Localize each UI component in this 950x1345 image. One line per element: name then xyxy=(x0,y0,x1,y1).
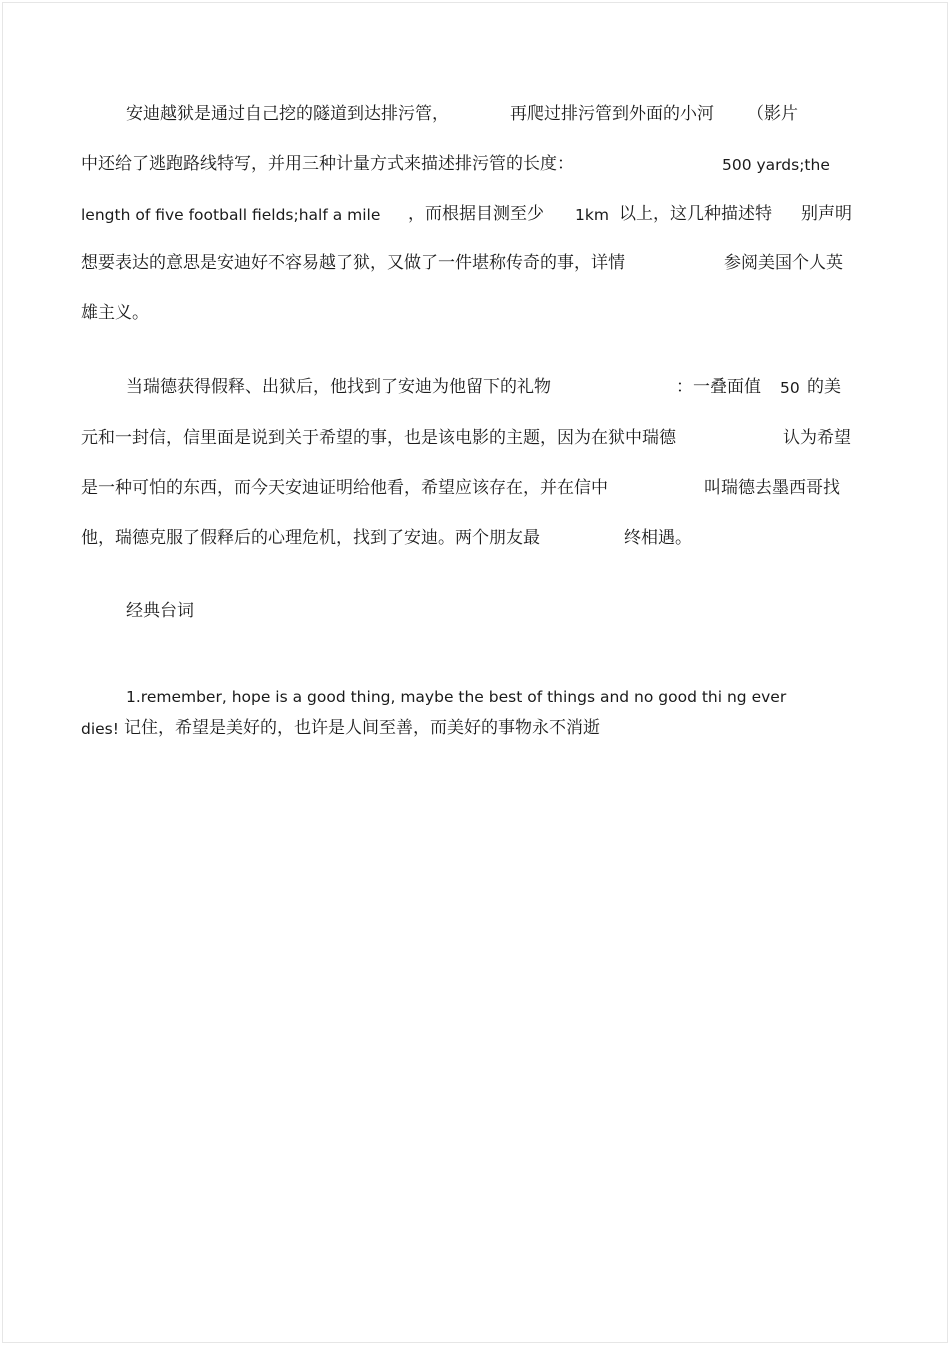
paragraph1-line2-part2: 500 yards;the xyxy=(722,156,830,174)
paragraph1-line1-part1: 安迪越狱是通过自己挖的隧道到达排污管， xyxy=(126,104,449,124)
paragraph1-line4-part2: 参阅美国个人英 xyxy=(724,253,843,273)
quote1-line2-english: dies! xyxy=(81,720,119,738)
paragraph2-line3-part1: 是一种可怕的东西，而今天安迪证明给他看，希望应该存在，并在信中 xyxy=(81,478,608,498)
section-heading: 经典台词 xyxy=(126,601,194,621)
paragraph1-line3-part1: length of five football fields;half a mile xyxy=(81,206,381,224)
paragraph1-line1-part2: 再爬过排污管到外面的小河 xyxy=(510,104,714,124)
paragraph1-line3-part2: ，而根据目测至少 xyxy=(408,204,544,224)
paragraph2-line1-part1: 当瑞德获得假释、出狱后，他找到了安迪为他留下的礼物 xyxy=(126,377,551,397)
quote1-line1: 1.remember, hope is a good thing, maybe the best of things and no good thi ng ever xyxy=(126,688,787,706)
paragraph2-line3-part2: 叫瑞德去墨西哥找 xyxy=(704,478,840,498)
paragraph1-line3-part5: 别声明 xyxy=(801,204,852,224)
paragraph1-line3-part3: 1km xyxy=(575,206,609,224)
paragraph2-line4-part1: 他，瑞德克服了假释后的心理危机，找到了安迪。两个朋友最 xyxy=(81,528,540,548)
paragraph2-line2-part2: 认为希望 xyxy=(783,428,851,448)
paragraph1-line2-part1: 中还给了逃跑路线特写，并用三种计量方式来描述排污管的长度： xyxy=(81,154,574,174)
paragraph2-line1-part3: 50 xyxy=(780,379,800,397)
paragraph1-line3-part4: 以上，这几种描述特 xyxy=(619,204,772,224)
paragraph1-line5: 雄主义。 xyxy=(81,303,149,323)
paragraph2-line2-part1: 元和一封信，信里面是说到关于希望的事，也是该电影的主题，因为在狱中瑞德 xyxy=(81,428,676,448)
paragraph1-line1-part3: （影片 xyxy=(747,104,798,124)
paragraph2-line1-part4: 的美 xyxy=(807,377,841,397)
paragraph2-line4-part2: 终相遇。 xyxy=(624,528,692,548)
quote1-line2-chinese: 记住，希望是美好的，也许是人间至善，而美好的事物永不消逝 xyxy=(124,718,600,738)
paragraph2-line1-part2: ：一叠面值 xyxy=(676,377,761,397)
paragraph1-line4-part1: 想要表达的意思是安迪好不容易越了狱，又做了一件堪称传奇的事，详情 xyxy=(81,253,625,273)
document-page xyxy=(2,2,948,1343)
